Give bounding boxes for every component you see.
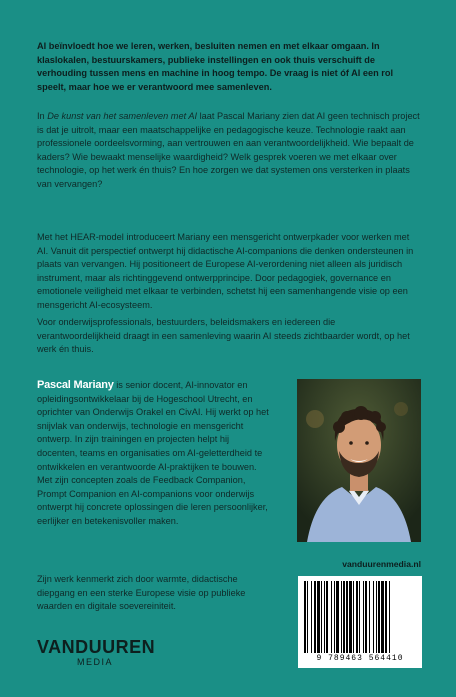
barcode-bar — [378, 581, 380, 653]
barcode-bar — [369, 581, 370, 653]
barcode-bar — [381, 581, 384, 653]
audience-paragraph: Voor onderwijsprofessionals, bestuurders, beleidsmakers en iedereen die verantwoordelijkheid draagt in een samenleving waarin AI steeds zichtbaarder wordt, op het werk én thuis. — [37, 317, 410, 355]
author-bio — [37, 379, 269, 529]
book-description-paragraph — [37, 110, 421, 192]
author-name: Pascal Mariany — [37, 379, 114, 391]
barcode-bar — [304, 581, 306, 653]
publisher-logo — [37, 638, 177, 668]
barcode-bar — [363, 581, 364, 653]
barcode-bar — [346, 581, 348, 653]
hear-model-paragraph: Met het HEAR-model introduceert Mariany een mensgericht ontwerpkader voor werken met AI. Vanuit dit perspectief ontwerpt hij didactische AI-companions die denken ondersteunen in plaats van vervangen. Hij positioneert de Europese AI-verordening niet alleen als juridisch instrument, maar als richtinggevend ontwerpprincipe. Door pedagogiek, governance en emotionele veiligheid met elkaar te verbinden, schetst hij een samenhangende visie op een mensgericht AI-ecosysteem. — [37, 232, 414, 310]
barcode-bar — [359, 581, 360, 653]
barcode-bar — [341, 581, 342, 653]
barcode-bar — [373, 581, 374, 653]
barcode-bar — [307, 581, 308, 653]
book-title: De kunst van het samenleven met AI — [47, 111, 198, 121]
barcode-bar — [314, 581, 316, 653]
barcode-bar — [331, 581, 332, 653]
barcode-bar — [376, 581, 377, 653]
barcode-bar — [343, 581, 345, 653]
barcode-bar — [324, 581, 325, 653]
publisher-website: vanduurenmedia.nl — [342, 559, 421, 569]
barcode-bar — [321, 581, 322, 653]
barcode-bar — [356, 581, 358, 653]
isbn-number: 9 789463 564410 — [316, 654, 404, 663]
author-bio-text: is senior docent, AI-innovator en opleidingsontwikkelaar bij de Hogeschool Utrecht, en oprichter van Onderwijs Orakel en CivAI. Hij werkt op het snijvlak van onderwijs, technologie en mensgericht ontwerp. In zijn trainingen en projecten helpt hij docenten, teams en organisaties om AI-geletterdheid te ontwikkelen en verantwoorde AI-praktijken te bouwen. Met zijn concepten zoals de Feedback Companion, Prompt Companion en AI-companions voor onderwijs ontwerpt hij concrete oplossingen die leren persoonlijker, eerlijker en betekenisvoller maken. — [37, 380, 269, 526]
author-photo — [297, 379, 421, 542]
closing-paragraph: Zijn werk kenmerkt zich door warmte, didactische diepgang en een sterke Europese visie op publieke waarden en digitale soevereiniteit. — [37, 574, 246, 612]
barcode-bars — [304, 581, 416, 653]
description-lead: In — [37, 111, 48, 121]
barcode-bar — [334, 581, 335, 653]
barcode-bar — [311, 581, 312, 653]
description-rest: laat Pascal Mariany zien dat AI geen technisch project is dat je uitrolt, maar een maatschappelijke en pedagogische keuze. Technologie raakt aan professionele oordeelsvorming, aan vertrouwen en aan verantwoordelijkheid. Wie bepaalt de kaders? Wie bewaakt menselijke waardigheid? Welk gesprek voeren we met elkaar over technologie, op het werk én thuis? En hoe zorgen we dat systemen ons versterken in plaats van vervangen? — [37, 111, 420, 189]
barcode-bar — [353, 581, 354, 653]
barcode-bar — [317, 581, 320, 653]
isbn-barcode — [298, 576, 422, 668]
barcode-bar — [365, 581, 367, 653]
barcode-bar — [389, 581, 390, 653]
barcode-bar — [336, 581, 339, 653]
barcode-bar — [326, 581, 328, 653]
barcode-bar — [385, 581, 387, 653]
publisher-logo-word: VANDUUREN — [37, 637, 156, 657]
author-portrait-illustration — [297, 379, 421, 542]
intro-paragraph: AI beïnvloedt hoe we leren, werken, besluiten nemen en met elkaar omgaan. In klaslokalen, bestuurskamers, publieke instellingen en ook thuis verschuift de verhouding tussen mens en machine in hoog tempo. De vraag is niet óf AI een rol speelt, maar hoe we er verantwoord mee samenleven. — [37, 41, 393, 92]
publisher-logo-sub: MEDIA — [77, 657, 114, 667]
barcode-bar — [349, 581, 352, 653]
